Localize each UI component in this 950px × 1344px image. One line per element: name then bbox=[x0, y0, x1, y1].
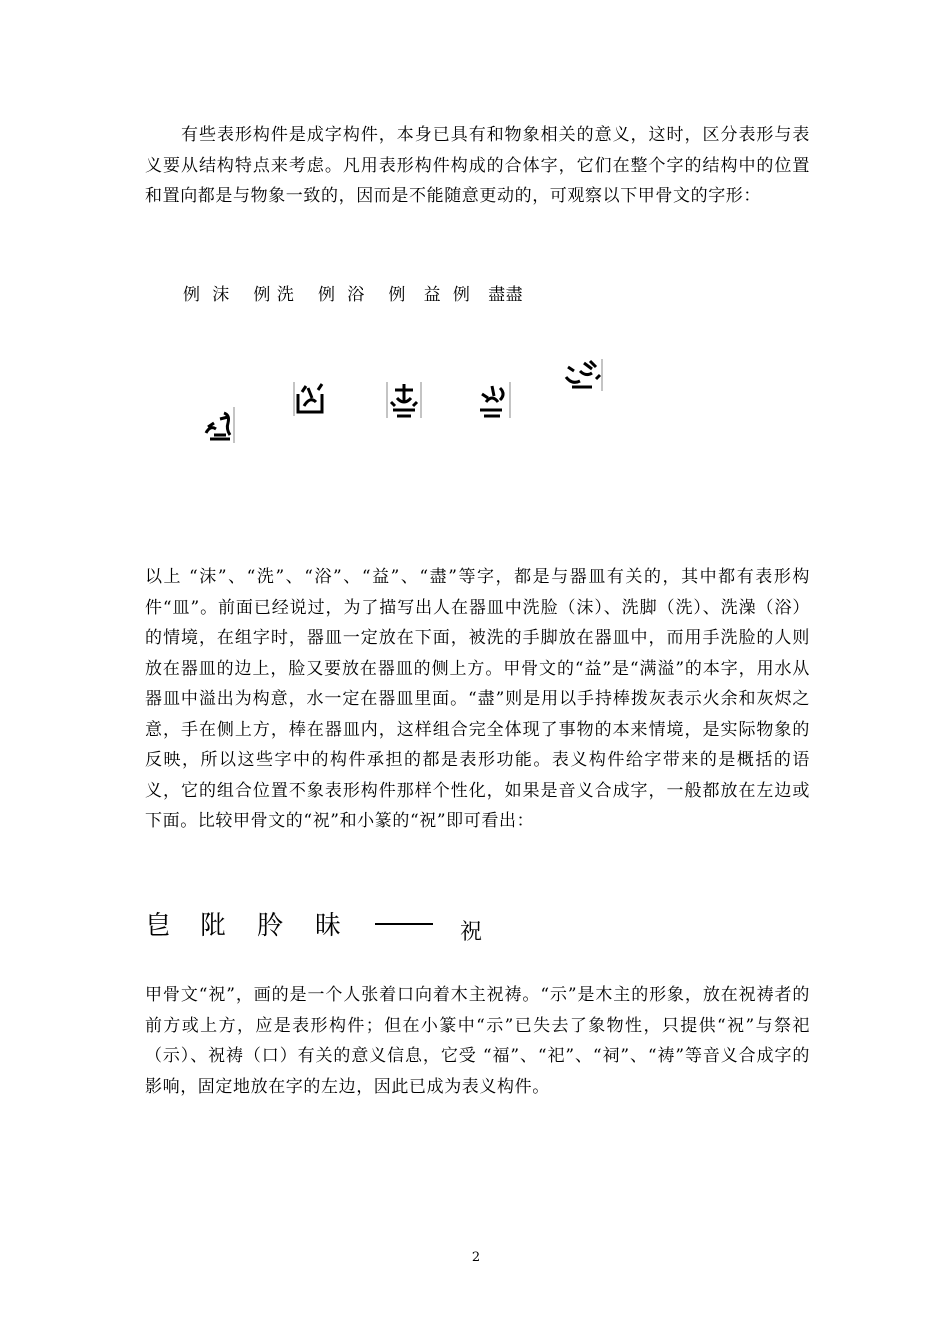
zhu-char-4: 昧 bbox=[315, 911, 342, 941]
oracle-jin-glyph bbox=[562, 357, 604, 393]
zhu-char-1: 皀 bbox=[145, 911, 172, 941]
oracle-yu-glyph bbox=[385, 380, 423, 420]
long-dash bbox=[375, 923, 433, 925]
paragraph-1: 有些表形构件是成字构件，本身已具有和物象相关的意义，这时，区分表形与表义要从结构特点来考虑。凡用表形构件构成的合体字，它们在整个字的结构中的位置和置向都是与物象一致的，因而是不能随意更动的，可观察以下甲骨文的字形： bbox=[145, 125, 810, 206]
zhu-char-2: 阰 bbox=[200, 911, 227, 941]
page-number: 2 bbox=[471, 1250, 481, 1265]
small-seal-zhu: 祝 bbox=[460, 920, 483, 945]
zhu-char-3: 朎 bbox=[257, 911, 284, 941]
examples-line: 例 沫 例 洗 例 浴 例 益 例 盡盡 bbox=[183, 285, 524, 305]
paragraph-3: 甲骨文“祝”，画的是一个人张着口向着木主祝祷。“示”是木主的形象，放在祝祷者的前方或上方，应是表形构件；但在小篆中“示”已失去了象物性，只提供“祝”与祭祀（示）、祝祷（口）有关的意义信息，它受 “福”、“祀”、“祠”、“祷”等音义合成字的影响，固定地放在字的左边，因此已成为表义构件。 bbox=[145, 985, 810, 1097]
oracle-yi-glyph bbox=[472, 380, 512, 420]
oracle-xi-glyph bbox=[292, 380, 330, 418]
paragraph-2: 以上 “沫”、“洗”、“浴”、“益”、“盡”等字，都是与器皿有关的，其中都有表形构件“皿”。前面已经说过，为了描写出人在器皿中洗脸（沫）、洗脚（洗）、洗澡（浴）的情境，在组字时，器皿一定放在下面，被洗的手脚放在器皿中，而用手洗脸的人则放在器皿的边上，脸又要放在器皿的侧上方。甲骨文的“益”是“满溢”的本字，用水从器皿中溢出为构意，水一定在器皿里面。“盡”则是用以手持棒拨灰表示火余和灰烬之意，手在侧上方，棒在器皿内，这样组合完全体现了事物的本来情境，是实际物象的反映，所以这些字中的构件承担的都是表形功能。表义构件给字带来的是概括的语义，它的组合位置不象表形构件那样个性化，如果是音义合成字，一般都放在左边或下面。比较甲骨文的“祝”和小篆的“祝”即可看出： bbox=[145, 567, 810, 831]
oracle-mo-glyph bbox=[200, 405, 238, 443]
